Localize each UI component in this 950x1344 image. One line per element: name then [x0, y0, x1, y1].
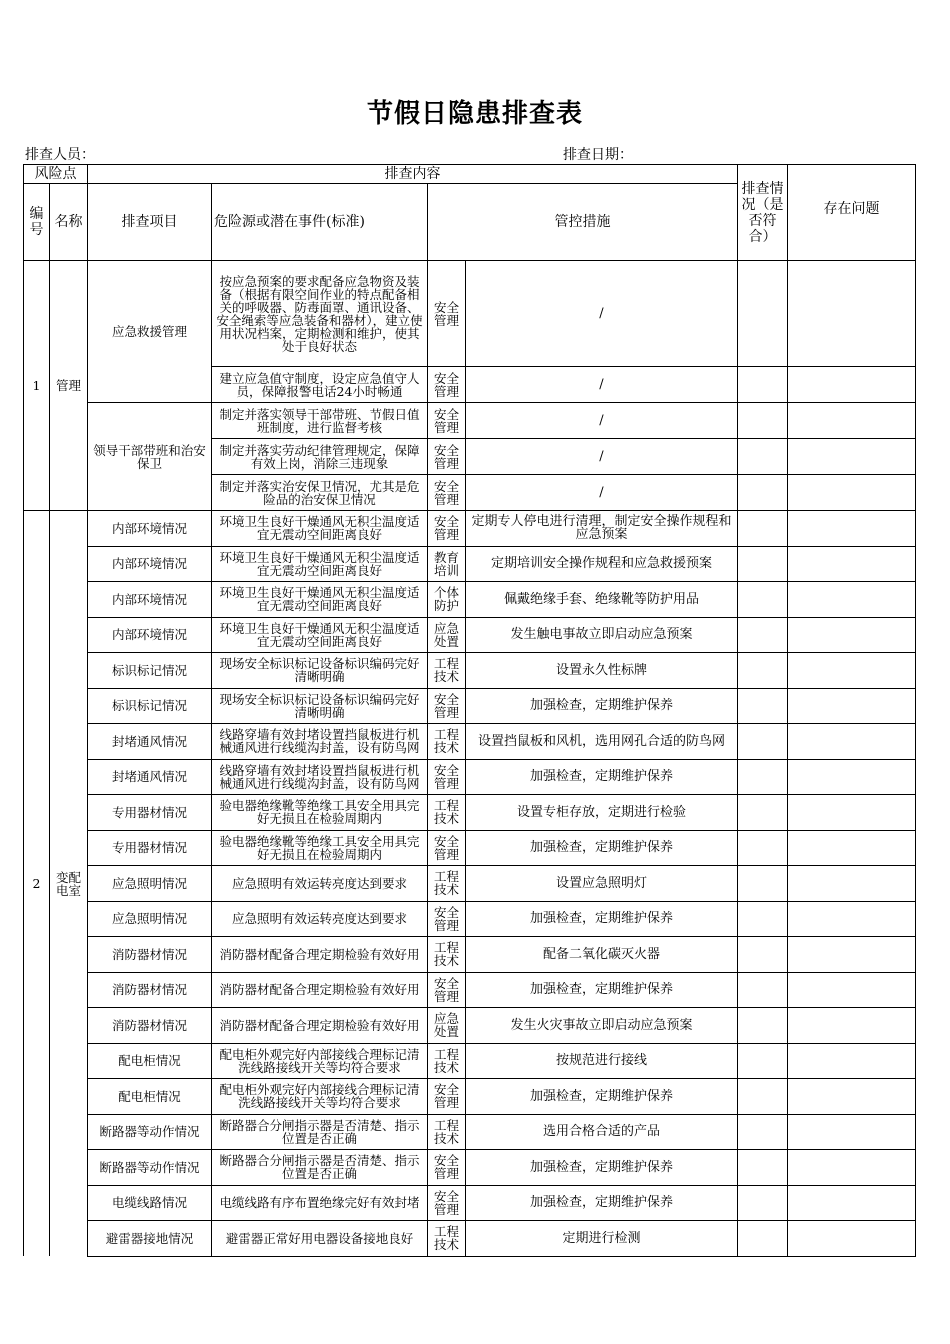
check-item: 配电柜情况	[88, 1079, 212, 1115]
problem-cell[interactable]	[788, 1008, 916, 1044]
result-cell[interactable]	[738, 1079, 788, 1115]
hazard-cell: 制定并落实治安保卫情况，尤其是危险品的治安保卫情况	[212, 475, 428, 511]
check-item: 专用器材情况	[88, 830, 212, 866]
control-measure: 定期培训安全操作规程和应急救援预案	[466, 546, 738, 582]
control-measure: 加强检查，定期维护保养	[466, 1185, 738, 1221]
measure-type: 工程技术	[428, 724, 466, 760]
table-row	[24, 261, 916, 367]
hazard-cell: 建立应急值守制度，设定应急值守人员，保障报警电话24小时畅通	[212, 367, 428, 403]
measure-type: 安全管理	[428, 367, 466, 403]
control-measure: 加强检查，定期维护保养	[466, 1150, 738, 1186]
table-row	[24, 937, 916, 973]
hazard-cell: 消防器材配备合理定期检验有效好用	[212, 1008, 428, 1044]
control-measure: 选用合格合适的产品	[466, 1114, 738, 1150]
measure-type: 安全管理	[428, 1150, 466, 1186]
hazard-cell: 制定并落实领导干部带班、节假日值班制度，进行监督考核	[212, 403, 428, 439]
table-row	[24, 546, 916, 582]
control-measure: /	[466, 475, 738, 511]
result-cell[interactable]	[738, 367, 788, 403]
table-row	[24, 759, 916, 795]
problem-cell[interactable]	[788, 653, 916, 689]
measure-type: 应急处置	[428, 617, 466, 653]
result-cell[interactable]	[738, 511, 788, 547]
hazard-cell: 应急照明有效运转亮度达到要求	[212, 866, 428, 902]
result-cell[interactable]	[738, 1008, 788, 1044]
measure-type: 安全管理	[428, 1185, 466, 1221]
hazard-cell: 配电柜外观完好内部接线合理标记清洗线路接线开关等均符合要求	[212, 1043, 428, 1079]
measure-type: 安全管理	[428, 475, 466, 511]
table-row	[24, 866, 916, 902]
measure-type: 工程技术	[428, 1221, 466, 1257]
header-risk-point: 风险点	[24, 165, 88, 184]
problem-cell[interactable]	[788, 795, 916, 831]
check-item: 内部环境情况	[88, 546, 212, 582]
control-measure: /	[466, 367, 738, 403]
control-measure: 设置专柜存放，定期进行检验	[466, 795, 738, 831]
table-row	[24, 795, 916, 831]
measure-type: 个体防护	[428, 582, 466, 618]
table-row	[24, 582, 916, 618]
problem-cell[interactable]	[788, 866, 916, 902]
hazard-cell: 环境卫生良好干燥通风无积尘温度适宜无震动空间距离良好	[212, 511, 428, 547]
check-item: 避雷器接地情况	[88, 1221, 212, 1257]
measure-type: 工程技术	[428, 653, 466, 689]
hazard-cell: 线路穿墙有效封堵设置挡鼠板进行机械通风进行线缆沟封盖，设有防鸟网	[212, 759, 428, 795]
problem-cell[interactable]	[788, 1079, 916, 1115]
table-row	[24, 724, 916, 760]
check-item: 标识标记情况	[88, 688, 212, 724]
header-content: 排查内容	[88, 165, 738, 184]
table-row	[24, 1079, 916, 1115]
result-cell[interactable]	[738, 475, 788, 511]
header-item: 排查项目	[88, 184, 212, 261]
control-measure: 加强检查，定期维护保养	[466, 972, 738, 1008]
problem-cell[interactable]	[788, 1221, 916, 1257]
measure-type: 安全管理	[428, 759, 466, 795]
header-measure: 管控措施	[428, 184, 738, 261]
measure-type: 工程技术	[428, 795, 466, 831]
table-row	[24, 688, 916, 724]
header-name: 名称	[50, 184, 88, 261]
table-row	[24, 1008, 916, 1044]
header-result: 排查情况（是否符合）	[738, 165, 788, 261]
control-measure: 定期专人停电进行清理，制定安全操作规程和应急预案	[466, 511, 738, 547]
result-cell[interactable]	[738, 1043, 788, 1079]
result-cell[interactable]	[738, 403, 788, 439]
measure-type: 工程技术	[428, 866, 466, 902]
hazard-cell: 环境卫生良好干燥通风无积尘温度适宜无震动空间距离良好	[212, 546, 428, 582]
check-item: 应急照明情况	[88, 866, 212, 902]
result-cell[interactable]	[738, 1150, 788, 1186]
control-measure: 加强检查，定期维护保养	[466, 759, 738, 795]
table-row	[24, 1043, 916, 1079]
check-item: 消防器材情况	[88, 972, 212, 1008]
result-cell[interactable]	[738, 724, 788, 760]
check-item: 消防器材情况	[88, 1008, 212, 1044]
table-row	[24, 1221, 916, 1257]
table-row	[24, 617, 916, 653]
result-cell[interactable]	[738, 582, 788, 618]
hazard-cell: 电缆线路有序布置绝缘完好有效封堵	[212, 1185, 428, 1221]
problem-cell[interactable]	[788, 901, 916, 937]
header-problem: 存在问题	[788, 165, 916, 261]
control-measure: /	[466, 403, 738, 439]
page-title: 节假日隐患排查表	[366, 99, 583, 129]
measure-type: 安全管理	[428, 511, 466, 547]
group-number: 1	[24, 261, 50, 511]
table-row	[24, 403, 916, 439]
check-item: 内部环境情况	[88, 511, 212, 547]
hazard-cell: 现场安全标识标记设备标识编码完好清晰明确	[212, 688, 428, 724]
check-item: 电缆线路情况	[88, 1185, 212, 1221]
result-cell[interactable]	[738, 1114, 788, 1150]
problem-cell[interactable]	[788, 546, 916, 582]
measure-type: 安全管理	[428, 972, 466, 1008]
header-hazard: 危险源或潜在事件(标准)	[212, 184, 428, 261]
measure-type: 工程技术	[428, 1043, 466, 1079]
hazard-cell: 线路穿墙有效封堵设置挡鼠板进行机械通风进行线缆沟封盖，设有防鸟网	[212, 724, 428, 760]
problem-cell[interactable]	[788, 972, 916, 1008]
check-item: 应急救援管理	[88, 261, 212, 403]
check-item: 封堵通风情况	[88, 724, 212, 760]
table-row	[24, 901, 916, 937]
control-measure: 发生火灾事故立即启动应急预案	[466, 1008, 738, 1044]
hazard-cell: 环境卫生良好干燥通风无积尘温度适宜无震动空间距离良好	[212, 617, 428, 653]
problem-cell[interactable]	[788, 759, 916, 795]
control-measure: 设置应急照明灯	[466, 866, 738, 902]
problem-cell[interactable]	[788, 475, 916, 511]
measure-type: 安全管理	[428, 688, 466, 724]
table-row	[24, 972, 916, 1008]
hazard-cell: 应急照明有效运转亮度达到要求	[212, 901, 428, 937]
result-cell[interactable]	[738, 866, 788, 902]
table-row	[24, 511, 916, 547]
result-cell[interactable]	[738, 546, 788, 582]
table-row	[24, 1150, 916, 1186]
problem-cell[interactable]	[788, 367, 916, 403]
control-measure: 发生触电事故立即启动应急预案	[466, 617, 738, 653]
problem-cell[interactable]	[788, 688, 916, 724]
measure-type: 安全管理	[428, 439, 466, 475]
check-item: 内部环境情况	[88, 582, 212, 618]
control-measure: /	[466, 439, 738, 475]
result-cell[interactable]	[738, 795, 788, 831]
control-measure: /	[466, 261, 738, 367]
hazard-cell: 验电器绝缘靴等绝缘工具安全用具完好无损且在检验周期内	[212, 830, 428, 866]
hazard-cell: 制定并落实劳动纪律管理规定，保障有效上岗，消除三违现象	[212, 439, 428, 475]
hazard-cell: 避雷器正常好用电器设备接地良好	[212, 1221, 428, 1257]
problem-cell[interactable]	[788, 1043, 916, 1079]
hazard-cell: 按应急预案的要求配备应急物资及装备（根据有限空间作业的特点配备相关的呼吸器、防毒面罩、通讯设备、安全绳索等应急装备和器材），建立使用状况档案，定期检测和维护，使其处于良好状态	[212, 261, 428, 367]
check-item: 领导干部带班和治安保卫	[88, 403, 212, 511]
result-cell[interactable]	[738, 937, 788, 973]
result-cell[interactable]	[738, 759, 788, 795]
check-item: 专用器材情况	[88, 795, 212, 831]
check-item: 内部环境情况	[88, 617, 212, 653]
control-measure: 定期进行检测	[466, 1221, 738, 1257]
hazard-cell: 消防器材配备合理定期检验有效好用	[212, 937, 428, 973]
problem-cell[interactable]	[788, 724, 916, 760]
result-cell[interactable]	[738, 653, 788, 689]
problem-cell[interactable]	[788, 830, 916, 866]
control-measure: 佩戴绝缘手套、绝缘靴等防护用品	[466, 582, 738, 618]
group-name: 管理	[50, 261, 88, 511]
check-item: 应急照明情况	[88, 901, 212, 937]
group-number: 2	[24, 511, 50, 1257]
control-measure: 加强检查，定期维护保养	[466, 1079, 738, 1115]
measure-type: 安全管理	[428, 1079, 466, 1115]
problem-cell[interactable]	[788, 439, 916, 475]
measure-type: 安全管理	[428, 403, 466, 439]
problem-cell[interactable]	[788, 511, 916, 547]
measure-type: 安全管理	[428, 830, 466, 866]
result-cell[interactable]	[738, 901, 788, 937]
problem-cell[interactable]	[788, 261, 916, 367]
result-cell[interactable]	[738, 439, 788, 475]
measure-type: 工程技术	[428, 1114, 466, 1150]
date-label: 排查日期：	[563, 147, 633, 163]
hazard-cell: 断路器合分闸指示器是否清楚、指示位置是否正确	[212, 1114, 428, 1150]
result-cell[interactable]	[738, 1185, 788, 1221]
control-measure: 配备二氧化碳灭火器	[466, 937, 738, 973]
table-row	[24, 653, 916, 689]
result-cell[interactable]	[738, 617, 788, 653]
measure-type: 工程技术	[428, 937, 466, 973]
measure-type: 教育培训	[428, 546, 466, 582]
control-measure: 加强检查，定期维护保养	[466, 688, 738, 724]
problem-cell[interactable]	[788, 1185, 916, 1221]
check-item: 断路器等动作情况	[88, 1114, 212, 1150]
hazard-cell: 验电器绝缘靴等绝缘工具安全用具完好无损且在检验周期内	[212, 795, 428, 831]
check-item: 断路器等动作情况	[88, 1150, 212, 1186]
header-number: 编号	[24, 184, 50, 261]
group-name: 变配电室	[50, 511, 88, 1257]
table-row	[24, 1185, 916, 1221]
result-cell[interactable]	[738, 261, 788, 367]
inspection-table	[23, 164, 916, 1257]
check-item: 配电柜情况	[88, 1043, 212, 1079]
hazard-cell: 消防器材配备合理定期检验有效好用	[212, 972, 428, 1008]
measure-type: 应急处置	[428, 1008, 466, 1044]
check-item: 消防器材情况	[88, 937, 212, 973]
control-measure: 加强检查，定期维护保养	[466, 830, 738, 866]
check-item: 标识标记情况	[88, 653, 212, 689]
check-item: 封堵通风情况	[88, 759, 212, 795]
hazard-cell: 环境卫生良好干燥通风无积尘温度适宜无震动空间距离良好	[212, 582, 428, 618]
hazard-cell: 配电柜外观完好内部接线合理标记清洗线路接线开关等均符合要求	[212, 1079, 428, 1115]
result-cell[interactable]	[738, 688, 788, 724]
table-row	[24, 1114, 916, 1150]
problem-cell[interactable]	[788, 1114, 916, 1150]
problem-cell[interactable]	[788, 1150, 916, 1186]
measure-type: 安全管理	[428, 901, 466, 937]
problem-cell[interactable]	[788, 403, 916, 439]
control-measure: 加强检查，定期维护保养	[466, 901, 738, 937]
result-cell[interactable]	[738, 830, 788, 866]
table-row	[24, 830, 916, 866]
header-row-1	[24, 165, 916, 184]
hazard-cell: 现场安全标识标记设备标识编码完好清晰明确	[212, 653, 428, 689]
control-measure: 设置永久性标牌	[466, 653, 738, 689]
problem-cell[interactable]	[788, 937, 916, 973]
control-measure: 设置挡鼠板和风机，选用网孔合适的防鸟网	[466, 724, 738, 760]
measure-type: 安全管理	[428, 261, 466, 367]
problem-cell[interactable]	[788, 582, 916, 618]
control-measure: 按规范进行接线	[466, 1043, 738, 1079]
result-cell[interactable]	[738, 1221, 788, 1257]
problem-cell[interactable]	[788, 617, 916, 653]
hazard-cell: 断路器合分闸指示器是否清楚、指示位置是否正确	[212, 1150, 428, 1186]
result-cell[interactable]	[738, 972, 788, 1008]
inspector-label: 排查人员：	[25, 147, 95, 163]
